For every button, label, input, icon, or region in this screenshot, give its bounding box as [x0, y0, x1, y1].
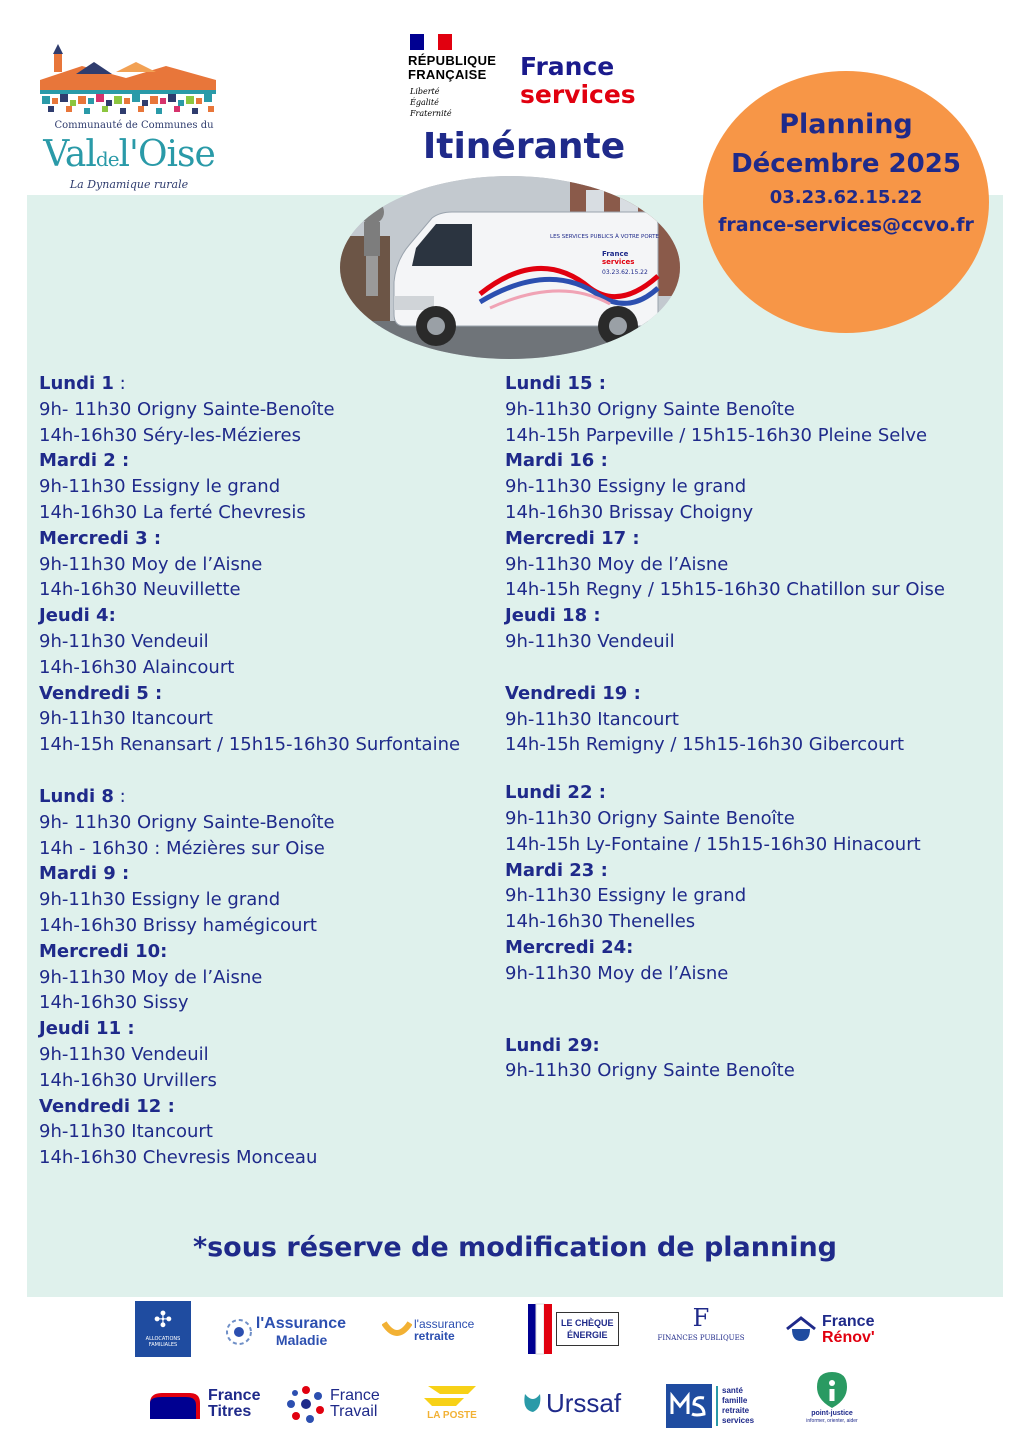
planning-heading: Planning [779, 109, 913, 140]
finances-publiques-icon: F [692, 1304, 710, 1332]
republique-motto: Liberté Égalité Fraternité [410, 87, 452, 118]
ccvo-community-label: Communauté de Communes du [54, 120, 214, 131]
week-spacer [505, 987, 985, 1033]
page-title: Itinérante [422, 126, 626, 167]
planning-phone: 03.23.62.15.22 [769, 187, 923, 208]
van-brand-line2: services [602, 258, 635, 266]
day-heading: Jeudi 4: [39, 605, 116, 627]
day-heading: Lundi 22 : [505, 782, 606, 804]
day-block [39, 526, 479, 603]
schedule-line: 9h-11h30 Vendeuil [39, 630, 209, 652]
assurance-maladie-icon [224, 1317, 254, 1347]
cheque-energie-logo: LE CHÈQUE ÉNERGIE [526, 1302, 619, 1356]
schedule-line: 14h-15h Ly-Fontaine / 15h15-16h30 Hinacourt [505, 833, 921, 855]
schedule-line: 9h- 11h30 Origny Sainte-Benoîte [39, 398, 335, 420]
day-block [505, 371, 985, 448]
republique-francaise-logo [408, 34, 518, 124]
schedule-line: 14h-15h Regny / 15h15-16h30 Chatillon sur Oise [505, 579, 945, 601]
schedule-line: 9h-11h30 Essigny le grand [505, 476, 747, 498]
day-heading: Mardi 2 : [39, 450, 130, 472]
france-travail-logo: France Travail [286, 1384, 380, 1424]
day-heading: Mardi 16 : [505, 450, 608, 472]
day-block [505, 935, 985, 987]
msa-icon [666, 1384, 712, 1428]
day-block [39, 681, 479, 758]
msa-logo: santé famille retraite services [666, 1384, 754, 1428]
planning-email: france-services@ccvo.fr [718, 214, 974, 236]
schedule-line: 14h - 16h30 : Mézières sur Oise [39, 837, 325, 859]
schedule-line: 9h-11h30 Moy de l’Aisne [39, 966, 263, 988]
day-heading: Lundi 8 : [39, 785, 126, 807]
caf-icon: ✣ [153, 1308, 173, 1333]
france-services-logo: France services [520, 52, 636, 109]
schedule-line: 14h-16h30 Séry-les-Mézieres [39, 424, 302, 446]
schedule-line: 9h-11h30 Vendeuil [39, 1043, 209, 1065]
day-heading: Lundi 1 : [39, 373, 126, 394]
schedule-line: 14h-16h30 Brissy hamégicourt [39, 914, 317, 936]
planning-month: Décembre 2025 [731, 149, 961, 179]
day-heading: Mercredi 17 : [505, 527, 640, 549]
van-illustration [340, 176, 680, 359]
france-titres-icon [146, 1387, 204, 1421]
day-heading: Vendredi 12 : [39, 1095, 175, 1117]
day-block [505, 858, 985, 935]
schedule-line: 9h-11h30 Vendeuil [505, 630, 675, 652]
day-block [39, 371, 479, 448]
week-spacer [505, 655, 985, 681]
schedule-left-column [39, 371, 479, 1171]
schedule-line: 14h-16h30 Alaincourt [39, 656, 235, 678]
point-justice-icon [815, 1370, 849, 1410]
france-renov-house-icon [784, 1315, 818, 1345]
day-heading: Jeudi 18 : [505, 605, 601, 627]
schedule-line: 9h-11h30 Moy de l’Aisne [505, 962, 729, 984]
week-spacer [39, 758, 479, 784]
urssaf-logo: Urssaf [522, 1388, 621, 1418]
schedule-line: 14h-15h Remigny / 15h15-16h30 Gibercourt [505, 734, 905, 756]
assurance-retraite-icon [382, 1317, 412, 1343]
day-block [505, 681, 985, 758]
schedule-line: 9h-11h30 Origny Sainte Benoîte [505, 1060, 795, 1082]
day-heading: Vendredi 5 : [39, 682, 163, 704]
ccvo-village-graphic [36, 44, 222, 120]
day-block [505, 1033, 985, 1085]
day-heading: Mardi 23 : [505, 859, 608, 881]
schedule-right-column [505, 371, 985, 1084]
day-heading: Mercredi 10: [39, 940, 168, 962]
day-heading: Mercredi 24: [505, 936, 634, 958]
day-block [39, 603, 479, 680]
schedule-line: 9h-11h30 Moy de l’Aisne [505, 553, 729, 575]
day-heading: Lundi 15 : [505, 373, 606, 394]
schedule-line: 14h-15h Renansart / 15h15-16h30 Surfontaine [39, 734, 461, 756]
day-block [39, 784, 479, 861]
schedule-line: 14h-16h30 Urvillers [39, 1069, 217, 1091]
schedule-line: 9h- 11h30 Origny Sainte-Benoîte [39, 811, 335, 833]
schedule-line: 9h-11h30 Itancourt [39, 708, 213, 730]
ccvo-name: Valdel'Oise [43, 134, 215, 175]
assurance-retraite-logo: l'assurance retraite [382, 1314, 474, 1346]
week-spacer [505, 758, 985, 780]
schedule-line: 9h-11h30 Moy de l’Aisne [39, 553, 263, 575]
schedule-line: 14h-15h Parpeville / 15h15-16h30 Pleine Selve [505, 424, 928, 446]
van-banner-text: LES SERVICES PUBLICS À VOTRE PORTE [550, 234, 659, 240]
day-block [505, 780, 985, 857]
footer-note: *sous réserve de modification de planning [192, 1232, 838, 1263]
van-photo [340, 176, 680, 359]
ccvo-logo [36, 44, 222, 194]
schedule-line: 9h-11h30 Essigny le grand [39, 889, 281, 911]
urssaf-icon [522, 1390, 544, 1416]
day-block [39, 939, 479, 1016]
republique-francaise-label: RÉPUBLIQUE FRANÇAISE [408, 53, 497, 82]
day-heading: Vendredi 19 : [505, 682, 641, 704]
day-heading: Mercredi 3 : [39, 527, 162, 549]
assurance-maladie-logo: l'Assurance Maladie [224, 1308, 346, 1356]
schedule-line: 9h-11h30 Itancourt [39, 1121, 213, 1143]
day-block [39, 448, 479, 525]
finances-publiques-logo: F FINANCES PUBLIQUES [657, 1304, 745, 1342]
la-poste-logo: LA POSTE [418, 1380, 486, 1424]
schedule-line: 9h-11h30 Itancourt [505, 708, 679, 730]
day-block [39, 1016, 479, 1093]
schedule-line: 9h-11h30 Origny Sainte Benoîte [505, 807, 795, 829]
cheque-energie-flag-icon [526, 1302, 556, 1356]
schedule-line: 14h-16h30 Brissay Choigny [505, 501, 754, 523]
day-heading: Mardi 9 : [39, 863, 130, 885]
schedule-line: 14h-16h30 Sissy [39, 992, 189, 1014]
van-brand-line1: France [602, 250, 629, 258]
planning-circle [703, 71, 989, 333]
france-renov-logo: France Rénov' [784, 1310, 875, 1350]
french-flag-icon [410, 34, 452, 50]
day-heading: Jeudi 11 : [39, 1018, 135, 1040]
schedule-line: 14h-16h30 Thenelles [505, 911, 696, 933]
day-block [505, 448, 985, 525]
schedule-line: 14h-16h30 Chevresis Monceau [39, 1147, 318, 1169]
schedule-line: 9h-11h30 Essigny le grand [505, 885, 747, 907]
van-phone: 03.23.62.15.22 [602, 269, 648, 276]
day-block [505, 603, 985, 655]
day-block [505, 526, 985, 603]
france-titres-logo: France Titres [146, 1387, 260, 1421]
day-heading: Lundi 29: [505, 1034, 600, 1056]
schedule-line: 9h-11h30 Origny Sainte Benoîte [505, 398, 795, 420]
caf-logo: ✣ ALLOCATIONS FAMILIALES [135, 1301, 191, 1357]
schedule-line: 14h-16h30 Neuvillette [39, 579, 241, 601]
la-poste-bird-icon [422, 1380, 482, 1410]
ccvo-tagline: La Dynamique rurale [69, 178, 189, 191]
france-travail-icon [286, 1384, 326, 1424]
schedule-line: 9h-11h30 Essigny le grand [39, 476, 281, 498]
schedule-line: 14h-16h30 La ferté Chevresis [39, 501, 306, 523]
point-justice-logo: point-justice informer, orienter, aider [802, 1370, 862, 1430]
day-block [39, 861, 479, 938]
day-block [39, 1094, 479, 1171]
